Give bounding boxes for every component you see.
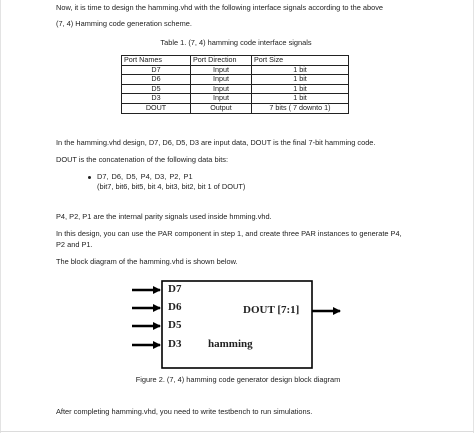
- block-name-label: hamming: [208, 338, 253, 350]
- bullet-bit-positions: (bit7, bit6, bit5, bit 4, bit3, bit2, bit 1 of DOUT): [97, 182, 246, 191]
- port-name-cell: D3: [122, 94, 191, 104]
- pin-label-d3: D3: [168, 338, 182, 350]
- port-name-cell: DOUT: [122, 103, 191, 113]
- paragraph-par-line-1: In this design, you can use the PAR component in step 1, and create three PAR instances to generate P4,: [56, 229, 402, 238]
- port-size-cell: 1 bit: [252, 84, 349, 94]
- port-direction-cell: Output: [191, 103, 252, 113]
- paragraph-block-diagram: The block diagram of the hamming.vhd is shown below.: [56, 257, 238, 266]
- pin-label-d6: D6: [168, 301, 182, 313]
- pin-label-d5: D5: [168, 319, 182, 331]
- port-name-cell: D6: [122, 75, 191, 85]
- table-caption: Table 1. (7, 4) hamming code interface signals: [160, 38, 312, 47]
- port-name-cell: D7: [122, 65, 191, 75]
- port-direction-cell: Input: [191, 65, 252, 75]
- header-port-direction: Port Direction: [191, 56, 252, 66]
- paragraph-par-line-2: P2 and P1.: [56, 240, 93, 249]
- port-direction-cell: Input: [191, 84, 252, 94]
- port-size-cell: 1 bit: [252, 65, 349, 75]
- port-size-cell: 7 bits ( 7 downto 1): [252, 103, 349, 113]
- port-name-cell: D5: [122, 84, 191, 94]
- paragraph-inputs: In the hamming.vhd design, D7, D6, D5, D3 are input data, DOUT is the final 7-bit hamming code.: [56, 138, 376, 147]
- pin-label-d7: D7: [168, 283, 182, 295]
- paragraph-testbench: After completing hamming.vhd, you need to write testbench to run simulations.: [56, 407, 313, 416]
- intro-line-1: Now, it is time to design the hamming.vhd with the following interface signals according to the above: [56, 3, 384, 12]
- bullet-bit-names: D7, D6, D5, P4, D3, P2, P1: [97, 172, 193, 181]
- paragraph-parity: P4, P2, P1 are the internal parity signals used inside hmming.vhd.: [56, 212, 272, 221]
- port-direction-cell: Input: [191, 94, 252, 104]
- header-port-names: Port Names: [122, 56, 191, 66]
- port-direction-cell: Input: [191, 75, 252, 85]
- hamming-block: [162, 281, 312, 368]
- intro-line-2: (7, 4) Hamming code generation scheme.: [56, 19, 192, 28]
- paragraph-concatenation: DOUT is the concatenation of the following data bits:: [56, 155, 228, 164]
- port-size-cell: 1 bit: [252, 75, 349, 85]
- pin-label-dout: DOUT [7:1]: [243, 304, 300, 316]
- header-port-size: Port Size: [252, 56, 349, 66]
- figure-caption: Figure 2. (7, 4) hamming code generator design block diagram: [135, 375, 341, 384]
- port-size-cell: 1 bit: [252, 94, 349, 104]
